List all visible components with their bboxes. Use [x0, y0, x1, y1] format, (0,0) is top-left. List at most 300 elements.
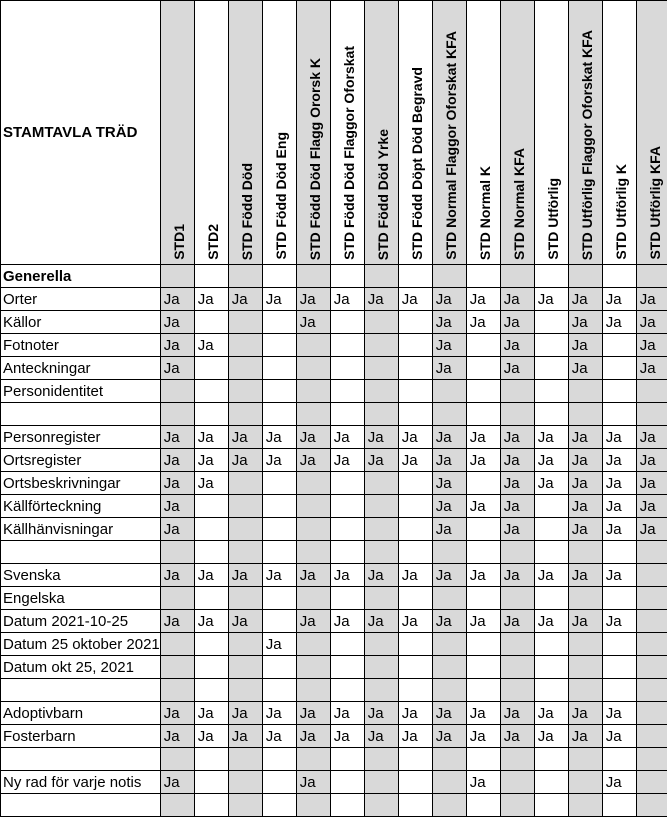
table-cell[interactable] — [296, 587, 330, 610]
column-header[interactable] — [636, 1, 667, 265]
table-cell[interactable]: Ja — [466, 426, 500, 449]
table-cell[interactable] — [398, 518, 432, 541]
table-cell[interactable]: Ja — [602, 288, 636, 311]
table-cell[interactable]: Ja — [568, 357, 602, 380]
table-cell[interactable] — [534, 633, 568, 656]
table-cell[interactable]: Ja — [296, 426, 330, 449]
table-cell[interactable]: Ja — [500, 472, 534, 495]
table-cell[interactable] — [398, 794, 432, 817]
table-cell[interactable] — [262, 610, 296, 633]
table-cell[interactable] — [330, 403, 364, 426]
table-cell[interactable] — [262, 587, 296, 610]
table-cell[interactable]: Ja — [602, 702, 636, 725]
table-cell[interactable] — [500, 380, 534, 403]
column-header[interactable] — [364, 1, 398, 265]
column-header[interactable] — [330, 1, 364, 265]
table-cell[interactable] — [160, 633, 194, 656]
table-cell[interactable] — [534, 334, 568, 357]
table-cell[interactable]: Ja — [432, 472, 466, 495]
table-cell[interactable]: Ja — [398, 725, 432, 748]
table-cell[interactable] — [398, 587, 432, 610]
table-cell[interactable] — [500, 771, 534, 794]
table-cell[interactable]: Ja — [228, 288, 262, 311]
table-cell[interactable] — [636, 748, 667, 771]
table-cell[interactable]: Ja — [262, 633, 296, 656]
table-cell[interactable] — [160, 679, 194, 702]
table-cell[interactable] — [636, 380, 667, 403]
table-cell[interactable]: Ja — [568, 311, 602, 334]
table-cell[interactable]: Ja — [602, 564, 636, 587]
row-label[interactable]: Datum okt 25, 2021 — [1, 656, 161, 679]
table-cell[interactable] — [466, 518, 500, 541]
row-label[interactable]: Källförteckning — [1, 495, 161, 518]
table-cell[interactable] — [398, 748, 432, 771]
table-cell[interactable]: Ja — [228, 564, 262, 587]
table-cell[interactable] — [500, 541, 534, 564]
table-cell[interactable] — [568, 541, 602, 564]
table-cell[interactable] — [466, 633, 500, 656]
row-label[interactable]: Datum 25 oktober 2021 — [1, 633, 161, 656]
table-cell[interactable] — [534, 587, 568, 610]
table-cell[interactable] — [602, 265, 636, 288]
table-cell[interactable]: Ja — [602, 495, 636, 518]
table-cell[interactable]: Ja — [636, 311, 667, 334]
column-header[interactable] — [160, 1, 194, 265]
table-cell[interactable] — [296, 357, 330, 380]
table-cell[interactable] — [466, 656, 500, 679]
table-cell[interactable]: Ja — [364, 564, 398, 587]
table-cell[interactable]: Ja — [330, 610, 364, 633]
table-cell[interactable] — [466, 472, 500, 495]
table-cell[interactable] — [602, 403, 636, 426]
table-cell[interactable]: Ja — [500, 334, 534, 357]
table-cell[interactable]: Ja — [330, 725, 364, 748]
table-cell[interactable] — [330, 656, 364, 679]
table-cell[interactable] — [398, 265, 432, 288]
table-cell[interactable]: Ja — [296, 610, 330, 633]
table-cell[interactable]: Ja — [568, 702, 602, 725]
table-cell[interactable]: Ja — [262, 449, 296, 472]
table-cell[interactable] — [432, 633, 466, 656]
table-cell[interactable] — [194, 495, 228, 518]
table-cell[interactable]: Ja — [636, 357, 667, 380]
table-cell[interactable]: Ja — [330, 288, 364, 311]
row-label[interactable]: Engelska — [1, 587, 161, 610]
table-cell[interactable]: Ja — [160, 426, 194, 449]
table-cell[interactable] — [432, 656, 466, 679]
table-cell[interactable] — [364, 357, 398, 380]
table-cell[interactable] — [398, 541, 432, 564]
table-cell[interactable] — [602, 357, 636, 380]
table-cell[interactable] — [466, 587, 500, 610]
table-cell[interactable] — [228, 334, 262, 357]
section-label[interactable]: Generella — [1, 265, 161, 288]
table-cell[interactable] — [194, 633, 228, 656]
table-cell[interactable] — [194, 748, 228, 771]
table-cell[interactable]: Ja — [568, 725, 602, 748]
table-cell[interactable] — [500, 656, 534, 679]
table-cell[interactable] — [296, 633, 330, 656]
table-cell[interactable] — [568, 633, 602, 656]
column-header[interactable] — [534, 1, 568, 265]
table-cell[interactable] — [602, 656, 636, 679]
table-cell[interactable] — [228, 656, 262, 679]
table-cell[interactable]: Ja — [228, 610, 262, 633]
table-cell[interactable]: Ja — [602, 610, 636, 633]
table-cell[interactable]: Ja — [432, 311, 466, 334]
table-cell[interactable] — [534, 656, 568, 679]
table-cell[interactable]: Ja — [534, 725, 568, 748]
table-cell[interactable] — [568, 679, 602, 702]
table-cell[interactable]: Ja — [160, 357, 194, 380]
table-cell[interactable]: Ja — [602, 771, 636, 794]
row-label[interactable]: Ny rad för varje notis — [1, 771, 161, 794]
table-cell[interactable] — [636, 656, 667, 679]
table-cell[interactable]: Ja — [296, 311, 330, 334]
table-cell[interactable] — [194, 679, 228, 702]
table-cell[interactable] — [296, 334, 330, 357]
table-cell[interactable] — [194, 403, 228, 426]
table-cell[interactable]: Ja — [194, 288, 228, 311]
table-cell[interactable] — [398, 679, 432, 702]
table-cell[interactable] — [330, 311, 364, 334]
table-cell[interactable] — [194, 265, 228, 288]
table-cell[interactable] — [330, 472, 364, 495]
table-cell[interactable] — [500, 748, 534, 771]
table-cell[interactable]: Ja — [296, 702, 330, 725]
table-cell[interactable] — [330, 771, 364, 794]
table-cell[interactable]: Ja — [194, 334, 228, 357]
table-cell[interactable] — [330, 679, 364, 702]
table-cell[interactable]: Ja — [500, 495, 534, 518]
table-cell[interactable] — [398, 311, 432, 334]
column-header[interactable] — [432, 1, 466, 265]
table-cell[interactable]: Ja — [636, 472, 667, 495]
table-cell[interactable] — [194, 357, 228, 380]
row-label[interactable]: Fotnoter — [1, 334, 161, 357]
table-cell[interactable] — [500, 265, 534, 288]
table-cell[interactable] — [160, 403, 194, 426]
table-cell[interactable] — [636, 771, 667, 794]
table-cell[interactable] — [602, 380, 636, 403]
table-cell[interactable] — [296, 518, 330, 541]
table-cell[interactable] — [466, 334, 500, 357]
table-cell[interactable] — [194, 541, 228, 564]
table-cell[interactable]: Ja — [432, 288, 466, 311]
table-cell[interactable] — [432, 794, 466, 817]
table-cell[interactable] — [636, 587, 667, 610]
table-cell[interactable] — [330, 495, 364, 518]
table-cell[interactable] — [262, 679, 296, 702]
row-label[interactable]: Källor — [1, 311, 161, 334]
table-cell[interactable] — [364, 495, 398, 518]
column-header[interactable] — [466, 1, 500, 265]
table-cell[interactable]: Ja — [602, 725, 636, 748]
table-cell[interactable] — [636, 702, 667, 725]
table-cell[interactable] — [534, 403, 568, 426]
table-cell[interactable] — [160, 748, 194, 771]
table-cell[interactable] — [194, 771, 228, 794]
table-cell[interactable] — [636, 610, 667, 633]
table-cell[interactable]: Ja — [194, 449, 228, 472]
table-cell[interactable]: Ja — [568, 518, 602, 541]
table-cell[interactable]: Ja — [398, 702, 432, 725]
table-cell[interactable]: Ja — [330, 564, 364, 587]
table-cell[interactable] — [296, 679, 330, 702]
table-cell[interactable]: Ja — [398, 564, 432, 587]
row-label[interactable]: Datum 2021-10-25 — [1, 610, 161, 633]
table-cell[interactable]: Ja — [432, 610, 466, 633]
table-cell[interactable] — [330, 518, 364, 541]
table-cell[interactable] — [534, 541, 568, 564]
row-label[interactable]: Ortsbeskrivningar — [1, 472, 161, 495]
table-cell[interactable] — [432, 541, 466, 564]
table-cell[interactable] — [228, 311, 262, 334]
table-cell[interactable] — [262, 541, 296, 564]
table-cell[interactable]: Ja — [432, 702, 466, 725]
table-cell[interactable]: Ja — [398, 426, 432, 449]
table-cell[interactable] — [466, 265, 500, 288]
row-label[interactable]: Fosterbarn — [1, 725, 161, 748]
table-cell[interactable] — [330, 794, 364, 817]
table-cell[interactable]: Ja — [432, 449, 466, 472]
table-cell[interactable]: Ja — [364, 288, 398, 311]
table-cell[interactable] — [602, 334, 636, 357]
table-cell[interactable]: Ja — [296, 725, 330, 748]
column-header[interactable] — [500, 1, 534, 265]
column-header[interactable] — [262, 1, 296, 265]
table-cell[interactable]: Ja — [534, 426, 568, 449]
table-cell[interactable] — [160, 587, 194, 610]
table-cell[interactable] — [364, 334, 398, 357]
table-cell[interactable]: Ja — [534, 702, 568, 725]
table-cell[interactable]: Ja — [160, 771, 194, 794]
table-cell[interactable] — [364, 633, 398, 656]
table-cell[interactable]: Ja — [500, 449, 534, 472]
table-cell[interactable]: Ja — [602, 472, 636, 495]
table-cell[interactable] — [568, 656, 602, 679]
table-cell[interactable] — [364, 656, 398, 679]
table-cell[interactable]: Ja — [466, 564, 500, 587]
table-cell[interactable]: Ja — [466, 495, 500, 518]
table-cell[interactable] — [534, 380, 568, 403]
table-cell[interactable] — [398, 656, 432, 679]
table-cell[interactable]: Ja — [364, 449, 398, 472]
table-cell[interactable]: Ja — [466, 610, 500, 633]
table-cell[interactable] — [330, 633, 364, 656]
table-cell[interactable]: Ja — [636, 518, 667, 541]
table-cell[interactable] — [330, 748, 364, 771]
table-cell[interactable]: Ja — [160, 472, 194, 495]
table-cell[interactable] — [534, 518, 568, 541]
table-cell[interactable]: Ja — [636, 288, 667, 311]
table-cell[interactable] — [262, 794, 296, 817]
table-cell[interactable]: Ja — [364, 426, 398, 449]
table-cell[interactable] — [602, 794, 636, 817]
table-cell[interactable] — [330, 541, 364, 564]
table-cell[interactable] — [194, 518, 228, 541]
row-label[interactable]: Personregister — [1, 426, 161, 449]
row-label[interactable]: Anteckningar — [1, 357, 161, 380]
table-cell[interactable] — [466, 748, 500, 771]
table-cell[interactable] — [296, 472, 330, 495]
table-cell[interactable] — [398, 495, 432, 518]
table-cell[interactable] — [262, 771, 296, 794]
table-cell[interactable] — [602, 587, 636, 610]
table-cell[interactable] — [228, 541, 262, 564]
table-cell[interactable] — [364, 403, 398, 426]
table-cell[interactable] — [228, 679, 262, 702]
table-cell[interactable]: Ja — [602, 426, 636, 449]
column-header[interactable] — [568, 1, 602, 265]
row-label[interactable]: Källhänvisningar — [1, 518, 161, 541]
table-cell[interactable] — [228, 495, 262, 518]
table-cell[interactable]: Ja — [160, 564, 194, 587]
table-cell[interactable]: Ja — [432, 495, 466, 518]
table-cell[interactable] — [636, 265, 667, 288]
row-label[interactable] — [1, 679, 161, 702]
table-cell[interactable] — [432, 679, 466, 702]
table-cell[interactable]: Ja — [398, 288, 432, 311]
table-cell[interactable] — [330, 265, 364, 288]
table-cell[interactable] — [602, 748, 636, 771]
table-cell[interactable] — [568, 748, 602, 771]
table-cell[interactable]: Ja — [330, 702, 364, 725]
table-cell[interactable] — [534, 794, 568, 817]
table-cell[interactable]: Ja — [228, 725, 262, 748]
table-cell[interactable] — [364, 587, 398, 610]
table-cell[interactable] — [296, 748, 330, 771]
table-cell[interactable] — [364, 794, 398, 817]
table-cell[interactable] — [228, 380, 262, 403]
table-cell[interactable] — [398, 334, 432, 357]
table-cell[interactable]: Ja — [568, 495, 602, 518]
table-cell[interactable] — [398, 633, 432, 656]
table-cell[interactable] — [160, 794, 194, 817]
table-cell[interactable]: Ja — [500, 610, 534, 633]
table-cell[interactable]: Ja — [534, 472, 568, 495]
table-cell[interactable]: Ja — [432, 564, 466, 587]
table-cell[interactable]: Ja — [534, 449, 568, 472]
table-cell[interactable] — [228, 748, 262, 771]
table-cell[interactable] — [364, 518, 398, 541]
table-cell[interactable]: Ja — [432, 334, 466, 357]
table-cell[interactable]: Ja — [364, 702, 398, 725]
table-cell[interactable] — [296, 794, 330, 817]
table-cell[interactable] — [534, 771, 568, 794]
table-cell[interactable]: Ja — [160, 495, 194, 518]
table-cell[interactable]: Ja — [568, 610, 602, 633]
table-cell[interactable] — [398, 771, 432, 794]
sheet-title[interactable]: STAMTAVLA TRÄD — [1, 1, 161, 265]
table-cell[interactable] — [228, 633, 262, 656]
table-cell[interactable] — [262, 357, 296, 380]
table-cell[interactable]: Ja — [534, 288, 568, 311]
table-cell[interactable]: Ja — [466, 771, 500, 794]
table-cell[interactable] — [296, 380, 330, 403]
table-cell[interactable] — [364, 311, 398, 334]
table-cell[interactable]: Ja — [500, 725, 534, 748]
table-cell[interactable] — [228, 794, 262, 817]
table-cell[interactable]: Ja — [500, 702, 534, 725]
table-cell[interactable] — [364, 679, 398, 702]
table-cell[interactable]: Ja — [194, 610, 228, 633]
table-cell[interactable] — [636, 794, 667, 817]
table-cell[interactable] — [364, 380, 398, 403]
column-header[interactable] — [194, 1, 228, 265]
table-cell[interactable]: Ja — [602, 449, 636, 472]
table-cell[interactable] — [228, 518, 262, 541]
table-cell[interactable]: Ja — [194, 725, 228, 748]
table-cell[interactable]: Ja — [160, 334, 194, 357]
table-cell[interactable]: Ja — [568, 472, 602, 495]
table-cell[interactable]: Ja — [194, 702, 228, 725]
table-cell[interactable] — [602, 679, 636, 702]
table-cell[interactable]: Ja — [194, 426, 228, 449]
row-label[interactable]: Adoptivbarn — [1, 702, 161, 725]
table-cell[interactable]: Ja — [602, 518, 636, 541]
table-cell[interactable] — [228, 265, 262, 288]
table-cell[interactable]: Ja — [432, 426, 466, 449]
table-cell[interactable] — [568, 403, 602, 426]
table-cell[interactable]: Ja — [160, 702, 194, 725]
table-cell[interactable]: Ja — [636, 495, 667, 518]
table-cell[interactable]: Ja — [262, 426, 296, 449]
table-cell[interactable] — [636, 403, 667, 426]
table-cell[interactable]: Ja — [602, 311, 636, 334]
table-cell[interactable]: Ja — [466, 311, 500, 334]
table-cell[interactable] — [194, 656, 228, 679]
table-cell[interactable] — [262, 472, 296, 495]
table-cell[interactable] — [568, 794, 602, 817]
table-cell[interactable]: Ja — [160, 518, 194, 541]
table-cell[interactable]: Ja — [228, 426, 262, 449]
table-cell[interactable]: Ja — [228, 702, 262, 725]
table-cell[interactable]: Ja — [296, 449, 330, 472]
table-cell[interactable] — [262, 518, 296, 541]
table-cell[interactable] — [534, 495, 568, 518]
table-cell[interactable] — [262, 334, 296, 357]
table-cell[interactable] — [228, 587, 262, 610]
table-cell[interactable] — [398, 380, 432, 403]
table-cell[interactable] — [466, 541, 500, 564]
table-cell[interactable] — [398, 357, 432, 380]
table-cell[interactable]: Ja — [398, 449, 432, 472]
table-cell[interactable] — [160, 265, 194, 288]
table-cell[interactable] — [262, 265, 296, 288]
table-cell[interactable] — [262, 403, 296, 426]
table-cell[interactable] — [364, 541, 398, 564]
table-cell[interactable] — [398, 472, 432, 495]
table-cell[interactable] — [364, 265, 398, 288]
table-cell[interactable]: Ja — [500, 357, 534, 380]
table-cell[interactable]: Ja — [500, 288, 534, 311]
table-cell[interactable]: Ja — [568, 564, 602, 587]
table-cell[interactable] — [602, 541, 636, 564]
table-cell[interactable]: Ja — [432, 725, 466, 748]
table-cell[interactable] — [398, 403, 432, 426]
table-cell[interactable] — [160, 656, 194, 679]
table-cell[interactable] — [194, 380, 228, 403]
row-label[interactable]: Svenska — [1, 564, 161, 587]
table-cell[interactable] — [466, 403, 500, 426]
column-header[interactable] — [602, 1, 636, 265]
table-cell[interactable]: Ja — [568, 334, 602, 357]
row-label[interactable]: Personidentitet — [1, 380, 161, 403]
table-cell[interactable] — [262, 495, 296, 518]
table-cell[interactable]: Ja — [568, 449, 602, 472]
table-cell[interactable]: Ja — [636, 449, 667, 472]
